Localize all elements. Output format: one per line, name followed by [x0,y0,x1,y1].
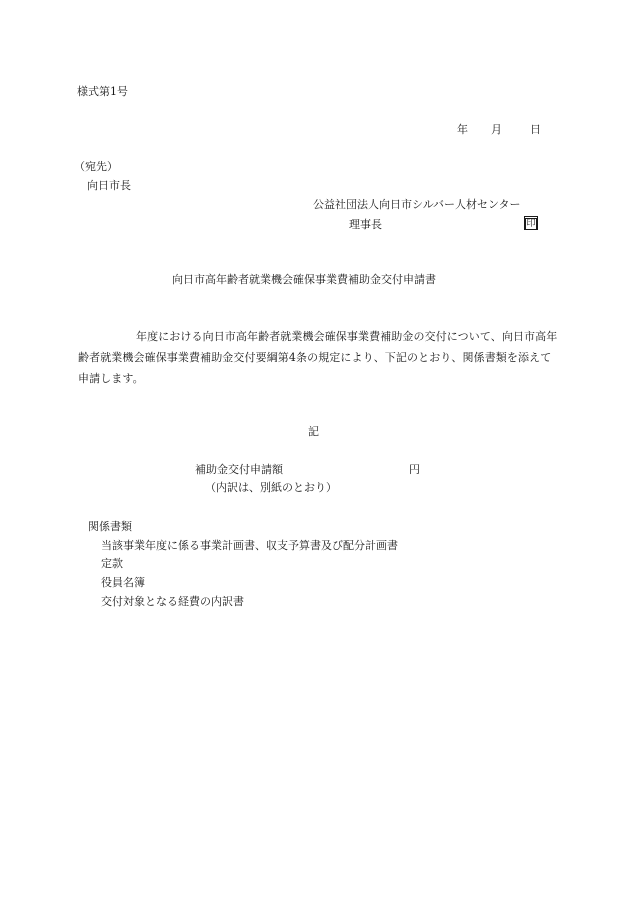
date-day-label: 日 [530,123,541,136]
date-month-label: 月 [491,123,502,136]
applicant-organization: 公益社団法人向日市シルバー人材センター [313,198,521,211]
amount-unit: 円 [409,463,420,476]
addressee-label: （宛先） [74,160,118,173]
addressee-name: 向日市長 [87,179,131,192]
amount-note: （内訳は、別紙のとおり） [205,481,337,494]
seal-stamp [524,216,538,230]
ki-mark: 記 [308,425,319,438]
related-document-item: 交付対象となる経費の内訳書 [101,595,244,608]
related-documents-heading: 関係書類 [88,520,132,533]
related-document-item: 定款 [101,557,123,570]
body-paragraph: 年度における向日市高年齢者就業機会確保事業費補助金の交付について、向日市高年齢者就業機会確保事業費補助金交付要綱第4条の規定により、下記のとおり、関係書類を添えて申請します。 [78,330,558,385]
amount-label: 補助金交付申請額 [195,463,283,476]
form-number: 様式第1号 [77,85,128,98]
related-document-item: 当該事業年度に係る事業計画書、収支予算書及び配分計画書 [101,539,398,552]
related-document-item: 役員名簿 [101,576,145,589]
applicant-title: 理事長 [349,218,382,231]
document-title: 向日市高年齢者就業機会確保事業費補助金交付申請書 [172,273,436,286]
seal-mark: 印 [526,219,536,229]
date-line [457,123,557,137]
date-year-label: 年 [457,123,468,136]
